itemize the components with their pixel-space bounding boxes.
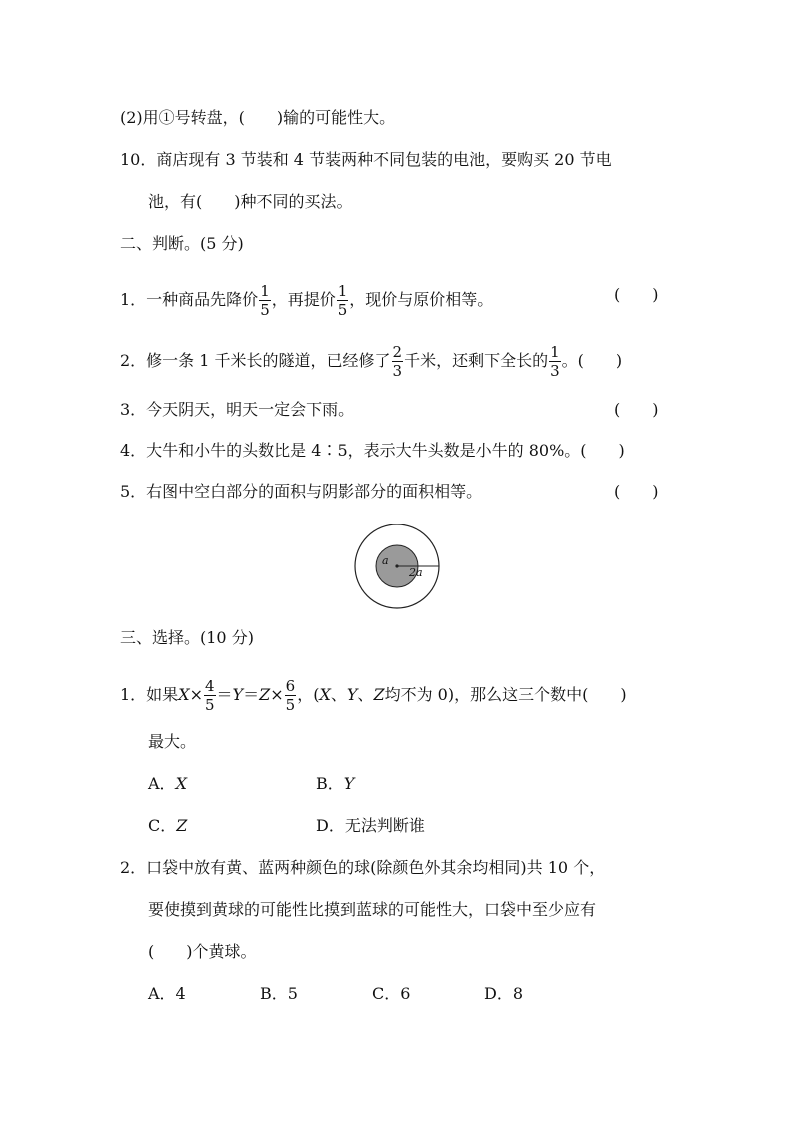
center-dot xyxy=(395,564,398,567)
radius-label-a: a xyxy=(382,554,389,567)
choice-2-line-3: ( )个黄球。 xyxy=(148,942,257,961)
choice-2-line-1: 2．口袋中放有黄、蓝两种颜色的球(除颜色外其余均相同)共 10 个， xyxy=(120,858,606,877)
judge-3: 3．今天阴天，明天一定会下雨。 xyxy=(120,400,355,419)
question-10-line-2: 池，有( )种不同的买法。 xyxy=(148,192,353,211)
fraction-one-third: $\frac{1}{3}$ xyxy=(550,343,560,380)
judge-1-answer-blank: ( ) xyxy=(614,285,659,304)
judge-5-answer-blank: ( ) xyxy=(614,482,659,501)
judge-1: 1．一种商品先降价 $\frac{1}{5}$ ，再提价 $\frac{1}{5}$ ，现价与原价相等。 xyxy=(120,282,494,319)
choice-2-option-d: D．8 xyxy=(484,984,524,1003)
fraction-two-thirds: $\frac{2}{3}$ xyxy=(392,343,403,380)
choice-1-continued: 最大。 xyxy=(148,732,197,751)
choice-2-line-2: 要使摸到黄球的可能性比摸到蓝球的可能性大，口袋中至少应有 xyxy=(148,900,597,919)
fraction-one-fifth: $\frac{1}{5}$ xyxy=(337,282,348,319)
fraction-six-fifths: $\frac{6}{5}$ xyxy=(285,677,296,714)
choice-1-option-a: A．X xyxy=(148,774,187,793)
section-3-title: 三、选择。(10 分) xyxy=(120,628,254,647)
choice-1-option-b: B．Y xyxy=(316,774,355,793)
fraction-four-fifths: $\frac{4}{5}$ xyxy=(204,677,215,714)
section-2-title: 二、判断。(5 分) xyxy=(120,234,244,253)
concentric-circles-figure xyxy=(352,524,444,610)
choice-2-option-a: A．4 xyxy=(148,984,186,1003)
question-10-line-1: 10．商店现有 3 节装和 4 节装两种不同包装的电池，要购买 20 节电 xyxy=(120,150,612,169)
choice-2-option-c: C．6 xyxy=(372,984,411,1003)
fraction-one-fifth: $\frac{1}{5}$ xyxy=(260,282,270,319)
judge-2: 2．修一条 1 千米长的隧道，已经修了 $\frac{2}{3}$ 千米，还剩下全长的 $\frac{1}{3}$ 。( ) xyxy=(120,343,623,380)
choice-2-option-b: B．5 xyxy=(260,984,298,1003)
choice-1-option-c: C．Z xyxy=(148,816,188,835)
question-9-part-2: (2)用①号转盘，( )输的可能性大。 xyxy=(120,108,396,127)
choice-1-option-d: D．无法判断谁 xyxy=(316,816,425,835)
judge-5: 5．右图中空白部分的面积与阴影部分的面积相等。 xyxy=(120,482,483,501)
judge-4: 4．大牛和小牛的头数比是 4∶5，表示大牛头数是小牛的 80%。( ) xyxy=(120,441,625,460)
choice-1: 1．如果X× $\frac{4}{5}$ ＝Y＝Z× $\frac{6}{5}$ ，(X、Y、Z均不为 0)，那么这三个数中( ) xyxy=(120,677,627,714)
judge-3-answer-blank: ( ) xyxy=(614,400,659,419)
radius-label-2a: 2a xyxy=(409,566,423,579)
